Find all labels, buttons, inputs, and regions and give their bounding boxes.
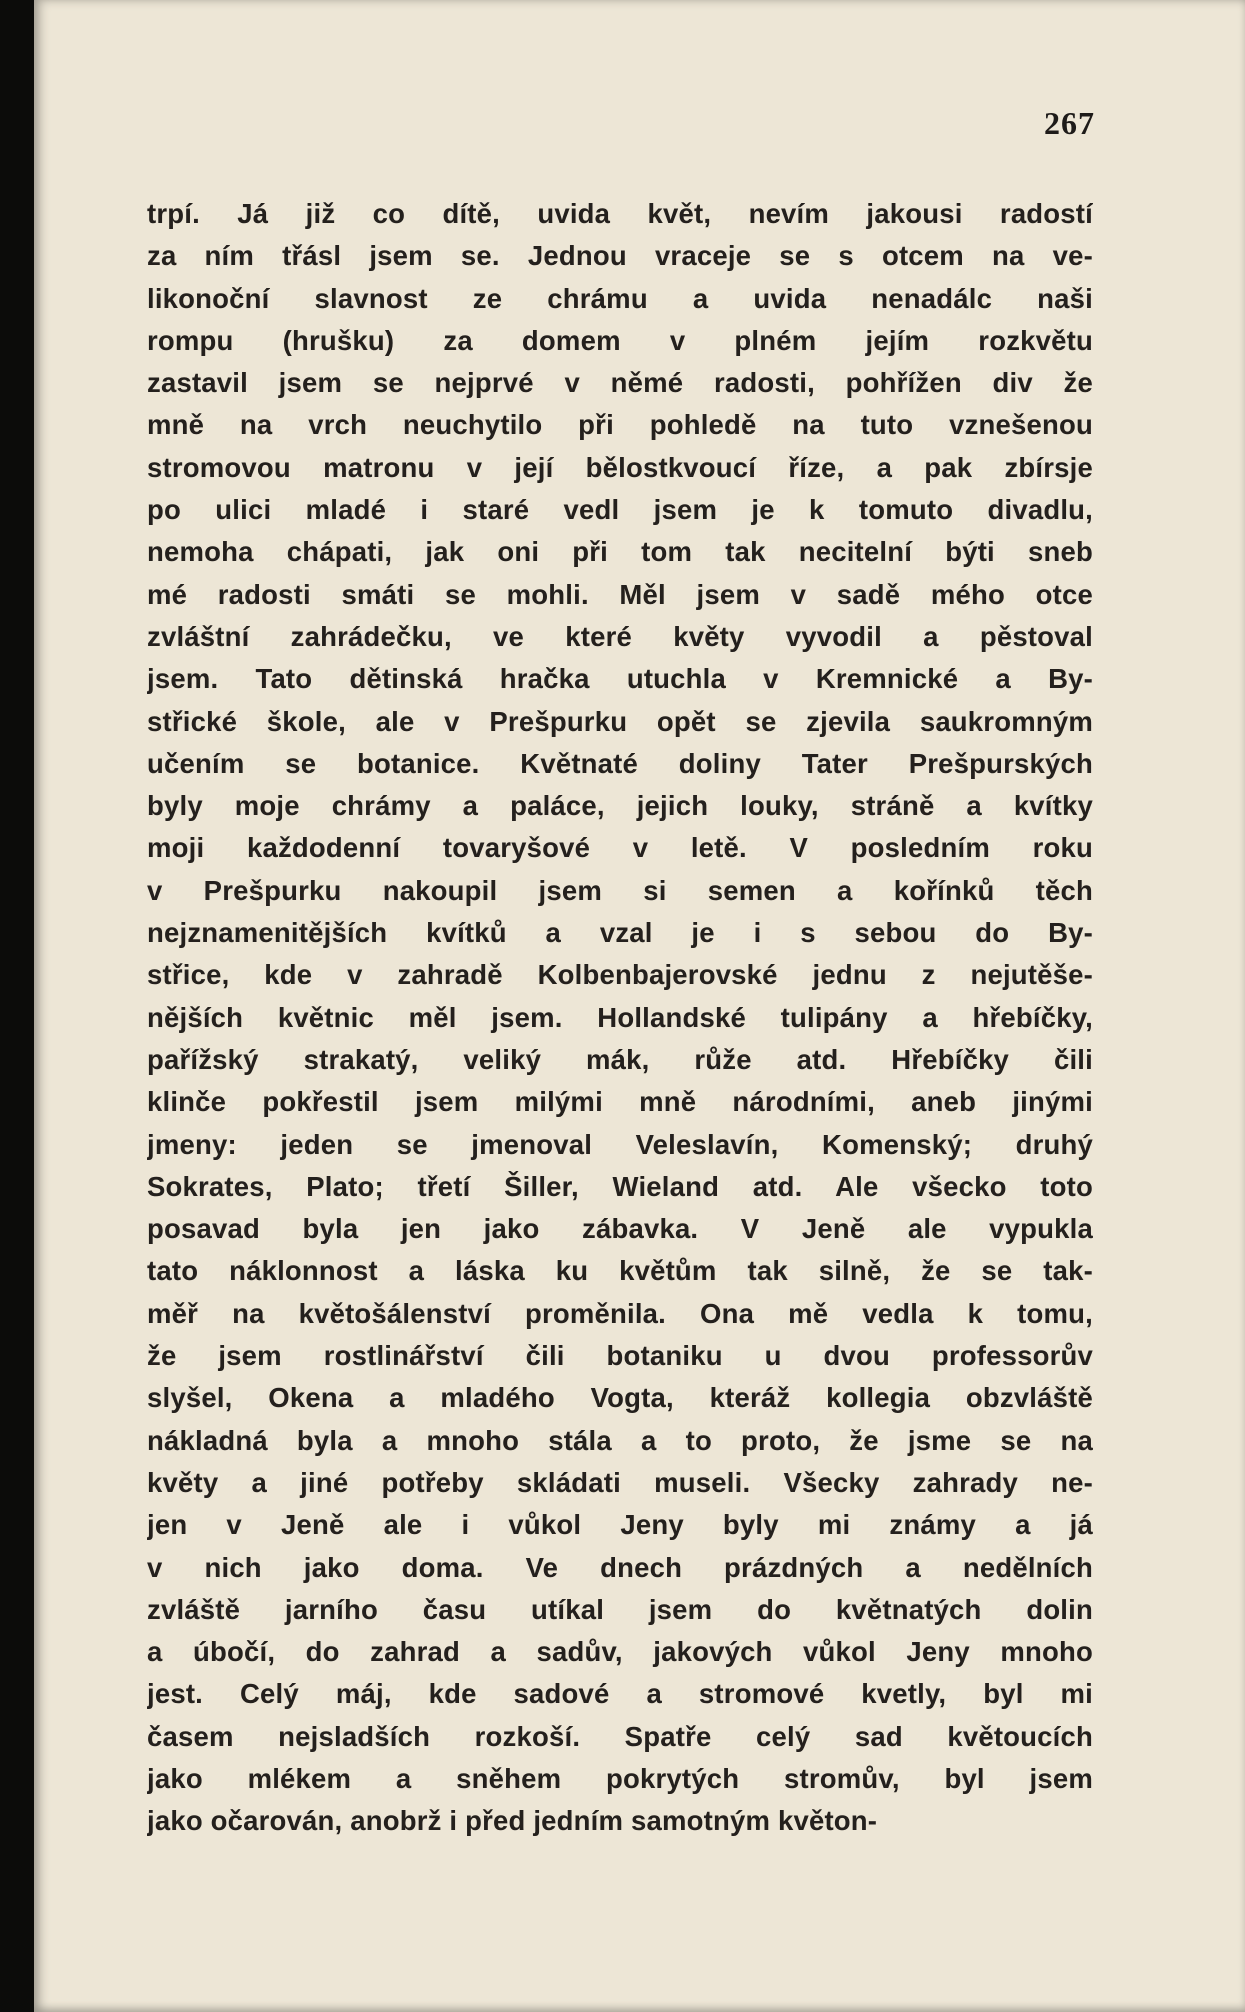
text-line: jsem. Tato dětinská hračka utuchla v Kremnické a By- (147, 663, 1093, 695)
text-line: že jsem rostlinářství čili botaniku u dvou professorův (147, 1340, 1093, 1372)
text-line: zvláštní zahrádečku, ve které květy vyvodil a pěstoval (147, 620, 1093, 652)
text-line: nemoha chápati, jak oni při tom tak necitelní býti sneb (147, 536, 1093, 568)
text-line: moji každodenní tovaryšové v letě. V posledním roku (147, 832, 1093, 864)
book-page (34, 0, 1245, 2012)
text-line: mně na vrch neuchytilo při pohledě na tuto vznešenou (147, 409, 1093, 441)
text-line: jen v Jeně ale i vůkol Jeny byly mi známy a já (147, 1509, 1093, 1541)
text-line: tato náklonnost a láska ku květům tak silně, že se tak- (147, 1255, 1093, 1287)
text-line: nějších květnic měl jsem. Hollandské tulipány a hřebíčky, (147, 1001, 1093, 1033)
text-line: za ním třásl jsem se. Jednou vraceje se s otcem na ve- (147, 240, 1093, 272)
text-line: trpí. Já již co dítě, uvida květ, nevím jakousi radostí (147, 198, 1093, 229)
text-line: časem nejsladších rozkoší. Spatře celý sad květoucích (147, 1720, 1093, 1752)
text-line: slyšel, Okena a mladého Vogta, kteráž kollegia obzvláště (147, 1382, 1093, 1414)
text-line: učením se botanice. Květnaté doliny Tater Prešpurských (147, 747, 1093, 779)
text-line: zvláště jarního času utíkal jsem do květnatých dolin (147, 1593, 1093, 1625)
text-line: stromovou matronu v její bělostkvoucí říze, a pak zbírsje (147, 451, 1093, 483)
text-line: klinče pokřestil jsem milými mně národními, aneb jinými (147, 1086, 1093, 1118)
text-line: po ulici mladé i staré vedl jsem je k tomuto divadlu, (147, 494, 1093, 526)
text-line: nejznamenitějších kvítků a vzal je i s sebou do By- (147, 917, 1093, 949)
page-number: 267 (1044, 105, 1095, 141)
text-line: a úbočí, do zahrad a sadův, jakových vůkol Jeny mnoho (147, 1636, 1093, 1668)
text-line: květy a jiné potřeby skládati museli. Všecky zahrady ne- (147, 1466, 1093, 1498)
text-line: jest. Celý máj, kde sadové a stromové kvetly, byl mi (147, 1678, 1093, 1710)
text-line: jako očarován, anobrž i před jedním samotným květon- (147, 1805, 878, 1837)
text-line: mé radosti smáti se mohli. Měl jsem v sadě mého otce (147, 578, 1093, 610)
page-text-body (147, 193, 1093, 1843)
text-line: posavad byla jen jako zábavka. V Jeně ale vypukla (147, 1213, 1093, 1245)
text-line: měř na květošálenství proměnila. Ona mě vedla k tomu, (147, 1297, 1093, 1329)
text-line: v Prešpurku nakoupil jsem si semen a kořínků těch (147, 874, 1093, 906)
text-line: zastavil jsem se nejprvé v němé radosti, pohřížen div že (147, 367, 1093, 399)
text-line: pařížský strakatý, veliký mák, růže atd. Hřebíčky čili (147, 1043, 1093, 1075)
text-line: Sokrates, Plato; třetí Šiller, Wieland atd. Ale všecko toto (147, 1170, 1093, 1202)
text-line: jako mlékem a sněhem pokrytých stromův, byl jsem (147, 1762, 1093, 1794)
text-line: jmeny: jeden se jmenoval Veleslavín, Komenský; druhý (147, 1128, 1093, 1160)
text-line: rompu (hrušku) za domem v plném jejím rozkvětu (147, 324, 1093, 356)
text-line: nákladná byla a mnoho stála a to proto, že jsme se na (147, 1424, 1093, 1456)
text-line: byly moje chrámy a paláce, jejich louky, stráně a kvítky (147, 790, 1093, 822)
text-line: střice, kde v zahradě Kolbenbajerovské jednu z nejutěše- (147, 959, 1093, 991)
text-line: střické škole, ale v Prešpurku opět se zjevila saukromným (147, 705, 1093, 737)
text-line: v nich jako doma. Ve dnech prázdných a nedělních (147, 1551, 1093, 1583)
text-line: likonoční slavnost ze chrámu a uvida nenadálc naši (147, 282, 1093, 314)
